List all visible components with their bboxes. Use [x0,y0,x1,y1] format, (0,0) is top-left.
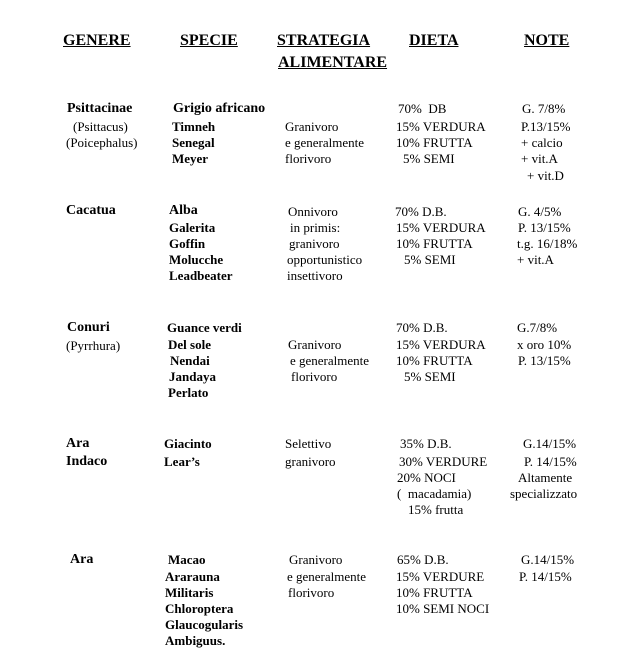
strategia-cell: granivoro [289,236,340,251]
strategia-cell: granivoro [285,454,336,469]
dieta-cell: 15% VERDURE [396,569,485,584]
strategia-cell: Selettivo [285,436,332,451]
genere-cell: (Poicephalus) [66,135,138,150]
dieta-cell: 15% VERDURA [396,220,486,235]
note-cell: G.14/15% [523,436,577,451]
note-cell: G. 7/8% [522,101,566,116]
strategia-cell: Granivoro [289,552,343,567]
note-cell: x oro 10% [517,337,572,352]
specie-cell: Militaris [165,585,214,600]
header-note: NOTE [524,32,570,49]
strategia-cell: e generalmente [290,353,370,368]
strategia-cell: opportunistico [287,252,363,267]
specie-cell: Leadbeater [169,268,233,283]
dieta-cell: 35% D.B. [400,436,452,451]
note-cell: + vit.A [517,252,554,267]
note-cell: P. 13/15% [518,220,571,235]
specie-cell: Molucche [169,252,224,267]
note-cell: Altamente [518,470,573,485]
specie-cell: Grigio africano [173,101,266,116]
strategia-cell: florivoro [291,369,338,384]
note-cell: P. 14/15% [524,454,577,469]
dieta-cell: 5% SEMI [404,252,456,267]
note-cell: G.14/15% [521,552,575,567]
dieta-cell: 70% D.B. [395,204,447,219]
dieta-cell: ( macadamia) [397,486,472,501]
dieta-cell: 10% SEMI NOCI [396,601,490,616]
dieta-cell: 15% frutta [408,502,464,517]
strategia-cell: insettivoro [287,268,343,283]
note-cell: G. 4/5% [518,204,562,219]
dieta-cell: 65% D.B. [397,552,449,567]
genere-cell: (Pyrrhura) [66,338,121,353]
strategia-cell: Granivoro [285,119,339,134]
genere-cell: Cacatua [66,203,116,218]
specie-cell: Glaucogularis [165,617,244,632]
note-cell: G.7/8% [517,320,558,335]
header-specie: SPECIE [180,32,238,49]
genere-cell: Ara [70,552,94,567]
strategia-cell: florivoro [285,151,332,166]
specie-cell: Galerita [169,220,216,235]
dieta-cell: 10% FRUTTA [396,236,473,251]
specie-cell: Chloroptera [165,601,234,616]
specie-cell: Timneh [172,119,216,134]
strategia-cell: e generalmente [285,135,365,150]
genere-cell: Indaco [66,454,108,469]
specie-cell: Jandaya [169,369,216,384]
genere-cell: Conuri [67,320,110,335]
dieta-cell: 30% VERDURE [399,454,488,469]
genere-cell: (Psittacus) [73,119,128,134]
specie-cell: Alba [169,203,198,218]
strategia-cell: Granivoro [288,337,342,352]
specie-cell: Nendai [170,353,210,368]
note-cell: + calcio [521,135,563,150]
dieta-cell: 70% D.B. [396,320,448,335]
dieta-cell: 15% VERDURA [396,337,486,352]
specie-cell: Del sole [168,337,211,352]
specie-cell: Guance verdi [167,320,242,335]
dieta-cell: 10% FRUTTA [396,135,473,150]
specie-cell: Senegal [172,135,215,150]
header-strategia: STRATEGIA [277,32,371,49]
header-alimentare: ALIMENTARE [278,54,388,71]
note-cell: specializzato [510,486,578,501]
header-genere: GENERE [63,32,131,49]
strategia-cell: in primis: [290,220,341,235]
dieta-cell: 5% SEMI [403,151,455,166]
strategia-cell: Onnivoro [288,204,338,219]
dieta-cell: 20% NOCI [397,470,456,485]
specie-cell: Meyer [172,151,209,166]
specie-cell: Perlato [168,385,209,400]
dieta-cell: 70% DB [398,101,447,116]
dieta-cell: 15% VERDURA [396,119,486,134]
header-dieta: DIETA [409,32,459,49]
note-cell: P. 13/15% [518,353,571,368]
genere-cell: Psittacinae [67,101,133,116]
dieta-cell: 10% FRUTTA [396,585,473,600]
specie-cell: Goffin [169,236,206,251]
specie-cell: Lear’s [164,454,200,469]
specie-cell: Ambiguus. [165,633,226,648]
note-cell: + vit.D [527,168,564,183]
note-cell: + vit.A [521,151,558,166]
genere-cell: Ara [66,436,90,451]
dieta-cell: 10% FRUTTA [396,353,473,368]
note-cell: P. 14/15% [519,569,572,584]
specie-cell: Giacinto [164,436,212,451]
note-cell: P.13/15% [521,119,571,134]
specie-cell: Ararauna [165,569,220,584]
strategia-cell: florivoro [288,585,335,600]
note-cell: t.g. 16/18% [517,236,578,251]
strategia-cell: e generalmente [287,569,367,584]
dieta-cell: 5% SEMI [404,369,456,384]
specie-cell: Macao [168,552,206,567]
